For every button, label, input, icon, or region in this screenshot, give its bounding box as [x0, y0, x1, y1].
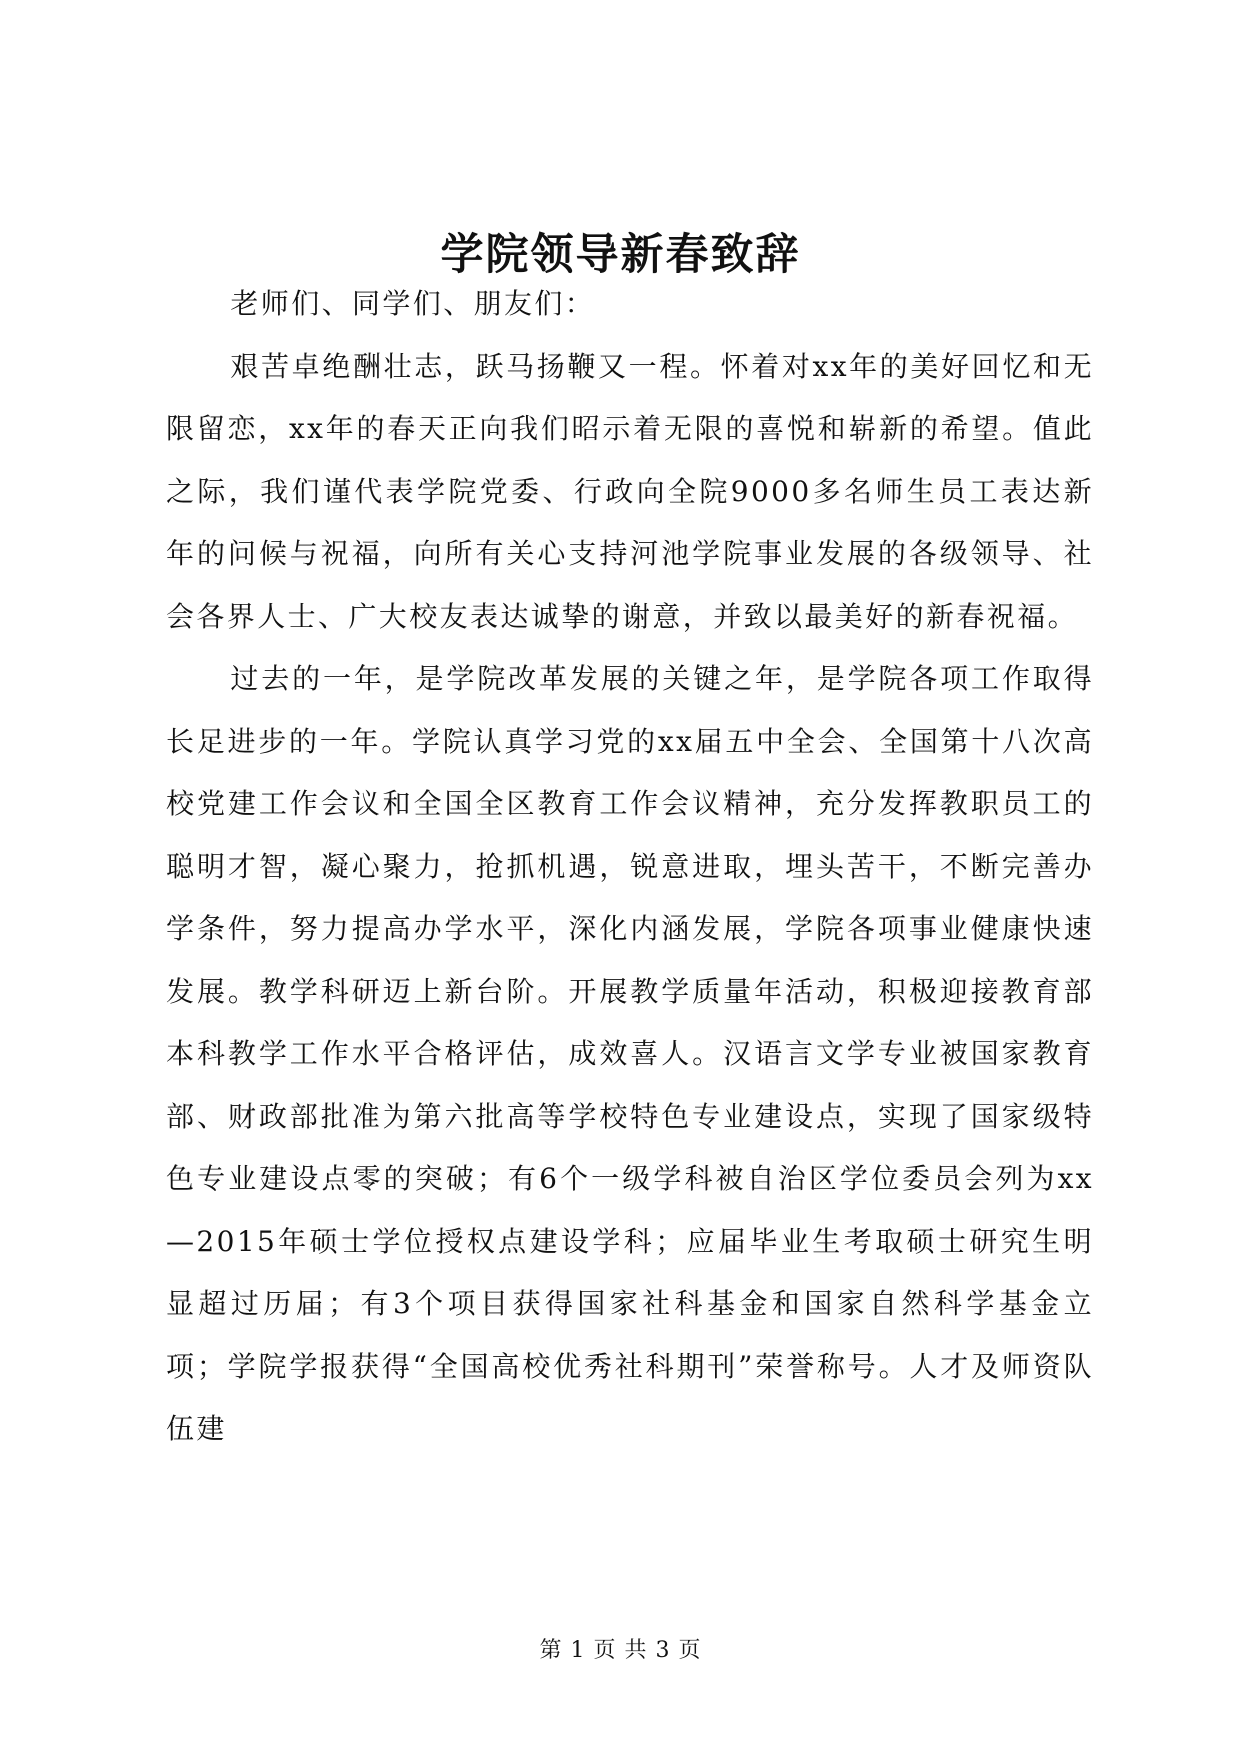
body-paragraph: 艰苦卓绝酬壮志，跃马扬鞭又一程。怀着对xx年的美好回忆和无限留恋，xx年的春天正向我们昭示着无限的喜悦和崭新的希望。值此之际，我们谨代表学院党委、行政向全院9000多名师生员工表达新年的问候与祝福，向所有关心支持河池学院事业发展的各级领导、社会各界人士、广大校友表达诚挚的谢意，并致以最美好的新春祝福。: [166, 349, 1094, 633]
body-paragraph: 过去的一年，是学院改革发展的关键之年，是学院各项工作取得长足进步的一年。学院认真学习党的xx届五中全会、全国第十八次高校党建工作会议和全国全区教育工作会议精神，充分发挥教职员工的聪明才智，凝心聚力，抢抓机遇，锐意进取，埋头苦干，不断完善办学条件，努力提高办学水平，深化内涵发展，学院各项事业健康快速发展。教学科研迈上新台阶。开展教学质量年活动，积极迎接教育部本科教学工作水平合格评估，成效喜人。汉语言文学专业被国家教育部、财政部批准为第六批高等学校特色专业建设点，实现了国家级特色专业建设点零的突破；有6个一级学科被自治区学位委员会列为xx—2015年硕士学位授权点建设学科；应届毕业生考取硕士研究生明显超过历届；有3个项目获得国家社科基金和国家自然科学基金立项；学院学报获得“全国高校优秀社科期刊”荣誉称号。人才及师资队伍建: [166, 662, 1094, 1445]
page-number-footer: 第 1 页 共 3 页: [539, 1638, 702, 1663]
document-body: [166, 273, 1094, 1461]
salutation-paragraph: 老师们、同学们、朋友们：: [230, 287, 596, 320]
document-title: 学院领导新春致辞: [440, 230, 801, 280]
